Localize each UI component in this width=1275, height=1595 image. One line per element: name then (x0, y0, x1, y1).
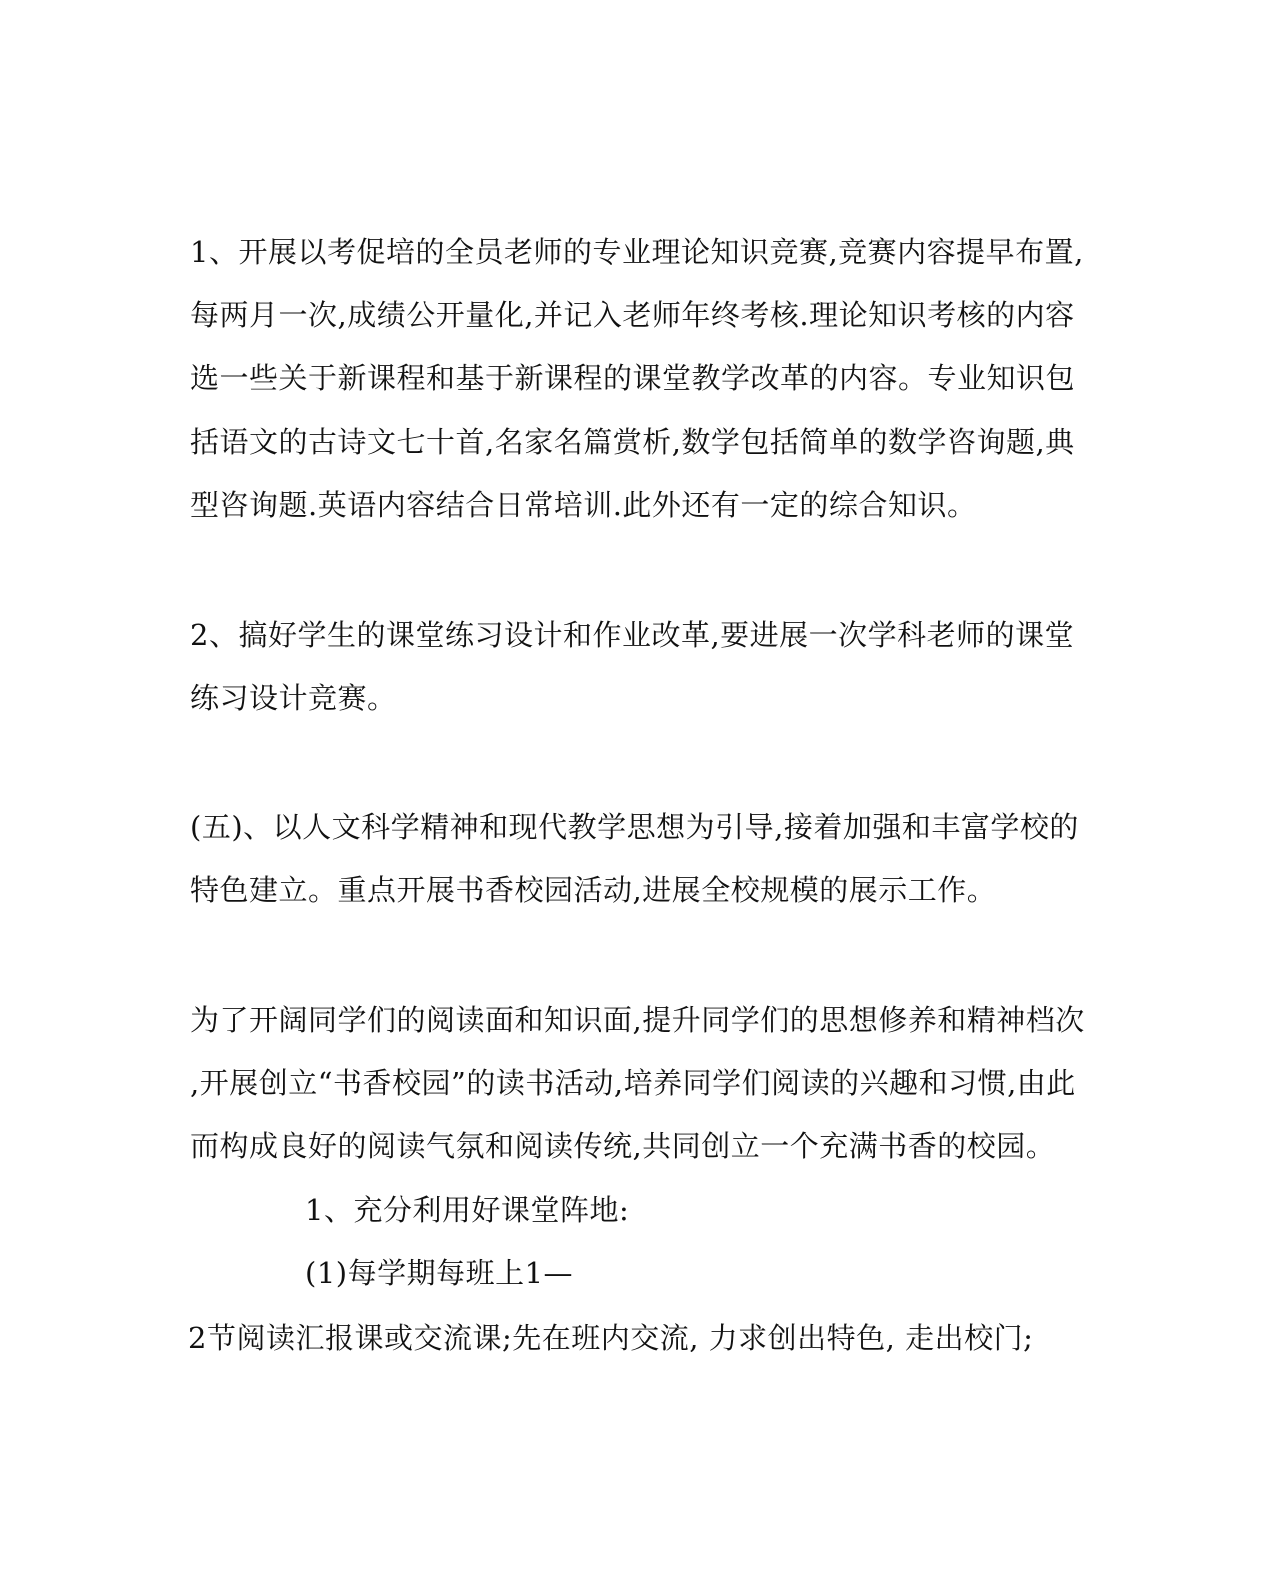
paragraph-3-line-2: 特色建立。重点开展书香校园活动,进展全校规模的展示工作。 (190, 873, 997, 907)
paragraph-1-line-5: 型咨询题.英语内容结合日常培训.此外还有一定的综合知识。 (190, 488, 977, 522)
paragraph-1-line-4: 括语文的古诗文七十首,名家名篇赏析,数学包括简单的数学咨询题,典 (190, 425, 1075, 459)
paragraph-4-line-2: ,开展创立“书香校园”的读书活动,培养同学们阅读的兴趣和习惯,由此 (190, 1066, 1076, 1100)
paragraph-3-line-1: (五)、以人文科学精神和现代教学思想为引导,接着加强和丰富学校的 (190, 810, 1079, 844)
paragraph-4-line-3: 而构成良好的阅读气氛和阅读传统,共同创立一个充满书香的校园。 (190, 1129, 1056, 1163)
paragraph-2-line-1: 2、搞好学生的课堂练习设计和作业改革,要进展一次学科老师的课堂 (190, 618, 1075, 652)
paragraph-5-line-3: 2节阅读汇报课或交流课;先在班内交流, 力求创出特色, 走出校门; (188, 1321, 1034, 1355)
paragraph-1-line-2: 每两月一次,成绩公开量化,并记入老师年终考核.理论知识考核的内容 (190, 298, 1075, 332)
paragraph-1-line-3: 选一些关于新课程和基于新课程的课堂教学改革的内容。专业知识包 (190, 361, 1076, 395)
paragraph-2-line-2: 练习设计竞赛。 (190, 681, 397, 715)
paragraph-4-line-1: 为了开阔同学们的阅读面和知识面,提升同学们的思想修养和精神档次 (190, 1003, 1085, 1037)
paragraph-5-line-2: (1)每学期每班上1— (305, 1256, 574, 1290)
paragraph-1-line-1: 1、开展以考促培的全员老师的专业理论知识竞赛,竞赛内容提早布置, (190, 235, 1084, 269)
paragraph-5-line-1: 1、充分利用好课堂阵地: (305, 1193, 630, 1227)
